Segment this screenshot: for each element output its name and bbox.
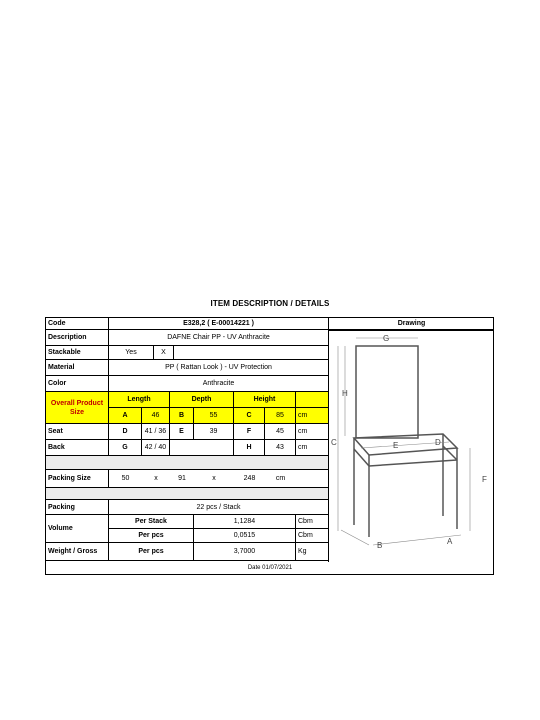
packing-size-x1: x bbox=[142, 470, 170, 488]
packing-size-x2: x bbox=[194, 470, 234, 488]
seat-unit: cm bbox=[296, 424, 328, 440]
seat-d-letter: D bbox=[109, 424, 142, 440]
unit-header-blank bbox=[296, 392, 328, 408]
spacer-row-2 bbox=[46, 488, 328, 500]
seat-d-value: 41 / 36 bbox=[142, 424, 170, 440]
packing-size-height: 248 bbox=[234, 470, 265, 488]
dim-unit: cm bbox=[296, 408, 328, 424]
weight-unit: Kg bbox=[296, 543, 328, 561]
seat-e-letter: E bbox=[170, 424, 194, 440]
material-value: PP ( Rattan Look ) - UV Protection bbox=[109, 360, 328, 376]
volume-per-stack-label: Per Stack bbox=[109, 515, 194, 529]
dim-a-value: 46 bbox=[142, 408, 170, 424]
height-header: Height bbox=[234, 392, 296, 408]
back-blank bbox=[170, 440, 234, 456]
dim-c-value: 85 bbox=[265, 408, 296, 424]
dim-a-letter: A bbox=[109, 408, 142, 424]
stackable-blank bbox=[174, 346, 328, 360]
color-value: Anthracite bbox=[109, 376, 328, 392]
back-unit: cm bbox=[296, 440, 328, 456]
seat-f-letter: F bbox=[234, 424, 265, 440]
packing-size-blank bbox=[296, 470, 328, 488]
weight-per-pcs-label: Per pcs bbox=[109, 543, 194, 561]
packing-label: Packing bbox=[46, 500, 109, 515]
overall-size-label: Overall Product Size bbox=[46, 392, 109, 424]
spacer-row bbox=[46, 456, 328, 470]
seat-f-value: 45 bbox=[265, 424, 296, 440]
weight-value: 3,7000 bbox=[194, 543, 296, 561]
back-label: Back bbox=[46, 440, 109, 456]
drawing-letter-c: C bbox=[331, 438, 337, 447]
length-header: Length bbox=[109, 392, 170, 408]
chair-backrest bbox=[356, 346, 418, 438]
stackable-mark: X bbox=[154, 346, 174, 360]
volume-stack-unit: Cbm bbox=[296, 515, 328, 529]
volume-per-pcs-value: 0,0515 bbox=[194, 529, 296, 543]
volume-per-pcs-label: Per pcs bbox=[109, 529, 194, 543]
back-h-letter: H bbox=[234, 440, 265, 456]
drawing-header: Drawing bbox=[328, 318, 494, 330]
description-label: Description bbox=[46, 330, 109, 346]
chair-outline bbox=[354, 346, 457, 537]
packing-size-width: 50 bbox=[109, 470, 142, 488]
chair-drawing-area bbox=[328, 330, 494, 562]
color-label: Color bbox=[46, 376, 109, 392]
depth-header: Depth bbox=[170, 392, 234, 408]
back-g-letter: G bbox=[109, 440, 142, 456]
material-label: Material bbox=[46, 360, 109, 376]
chair-stretcher-front bbox=[369, 460, 457, 466]
dim-c-letter: C bbox=[234, 408, 265, 424]
volume-pcs-unit: Cbm bbox=[296, 529, 328, 543]
drawing-letter-b: B bbox=[377, 541, 383, 550]
date-footer: Date 01/07/2021 bbox=[247, 565, 293, 571]
drawing-letter-h: H bbox=[342, 389, 348, 398]
weight-label: Weight / Gross bbox=[46, 543, 109, 561]
dim-b-value: 55 bbox=[194, 408, 234, 424]
item-details-table bbox=[45, 317, 494, 575]
drawing-letter-g: G bbox=[383, 334, 390, 343]
back-h-value: 43 bbox=[265, 440, 296, 456]
seat-label: Seat bbox=[46, 424, 109, 440]
drawing-letter-a: A bbox=[447, 537, 453, 546]
packing-size-depth: 91 bbox=[170, 470, 194, 488]
drawing-letter-f: F bbox=[482, 475, 487, 484]
chair-dimension-drawing bbox=[329, 331, 495, 563]
drawing-letter-d: D bbox=[435, 438, 441, 447]
document-title: ITEM DESCRIPTION / DETAILS bbox=[210, 299, 330, 308]
packing-size-label: Packing Size bbox=[46, 470, 109, 488]
stackable-label: Stackable bbox=[46, 346, 109, 360]
packing-value: 22 pcs / Stack bbox=[109, 500, 328, 515]
code-label: Code bbox=[46, 318, 109, 330]
packing-size-unit: cm bbox=[265, 470, 296, 488]
drawing-letter-e: E bbox=[393, 441, 399, 450]
dim-b-letter: B bbox=[170, 408, 194, 424]
volume-label: Volume bbox=[46, 515, 109, 543]
description-value: DAFNE Chair PP - UV Anthracite bbox=[109, 330, 328, 346]
chair-seat bbox=[354, 434, 457, 455]
volume-per-stack-value: 1,1284 bbox=[194, 515, 296, 529]
dim-line-b bbox=[341, 530, 369, 545]
stackable-yes: Yes bbox=[109, 346, 154, 360]
back-g-value: 42 / 40 bbox=[142, 440, 170, 456]
code-value: E328,2 ( E-00014221 ) bbox=[109, 318, 328, 330]
seat-e-value: 39 bbox=[194, 424, 234, 440]
